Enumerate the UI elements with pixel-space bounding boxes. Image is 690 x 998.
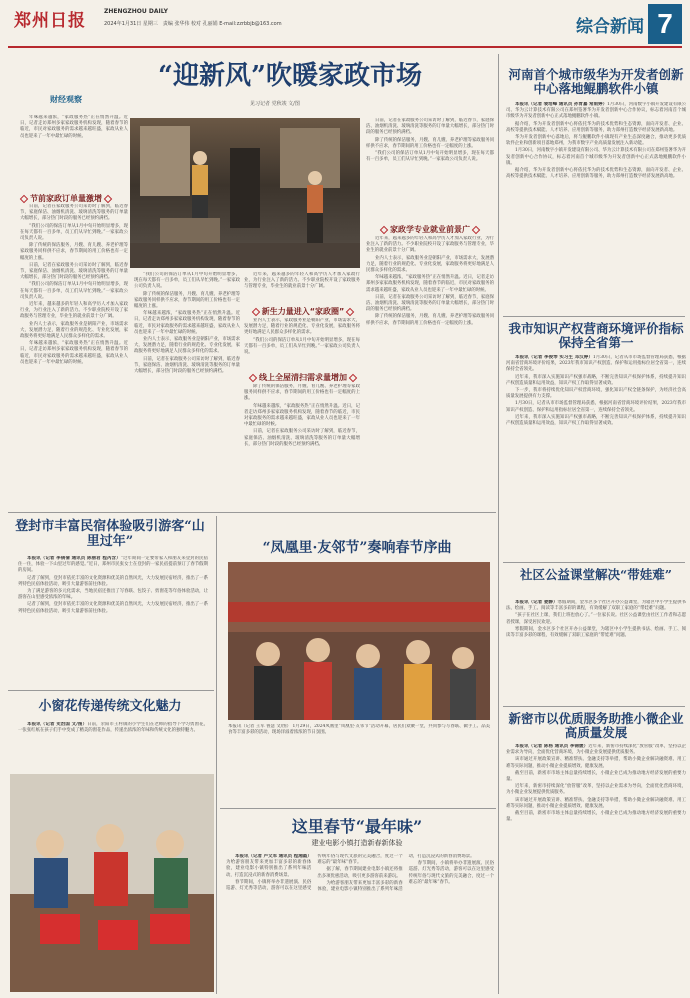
column-divider-right: [498, 54, 499, 994]
community-crowd-illustration: [228, 562, 490, 720]
right-mid-headline: 我市知识产权营商环境评价指标保持全省第一: [508, 321, 684, 351]
main-subhead-2: 家政学专业就业前景广: [364, 224, 496, 235]
main-col-3c: 除了传统的保洁服务，月嫂、育儿嫂、养老护理等家政服务同样供不应求，春节期间的用工价格也有一定幅度的上涨。 年味越来越浓，“家政服务热”正在悄然升温。近日，记者走访郑州多家家政服务机构发现，随着春节的临近，市民对家政服务的需求越来越旺盛，家政从业人员也迎来了一年中最忙碌的时候。 日前，记者在家政服务公司采访时了解到，临近春节，家庭保洁、油烟机清洗、玻璃清洗等服务的订单量大幅增长，部分热门时段的服务已经预约满档。: [244, 384, 360, 447]
right-mid-body: 本报讯（记者 李俊琴 实习生 邓汉婷）1月30日，记者从市市场监督管理局获悉，根据河南省营商环境评价结果，2023年我市知识产权创造、保护和运用指标位居全省第一，连续保持全省领先。 近年来，我市深入实施知识产权强市战略，不断完善知识产权保护体系，持续提升知识产权创造质量和运用效益，知识产权工作取得显著成效。 下一步，我市将持续优化知识产权营商环境，强化知识产权全链条保护，为经济社会高质量发展提供有力支撑。 1月30日，记者从市市场监督管理局获悉，根据河南省营商环境评价结果，2023年我市知识产权创造、保护和运用指标位居全省第一，连续保持全省领先。 近年来，我市深入实施知识产权强市战略，不断完善知识产权保护体系，持续提升知识产权创造质量和运用效益，知识产权工作取得显著成效。: [506, 355, 686, 427]
left-mid-body: 本报讯（记者 李倩倩 通讯员 陈丽君 程芮含）“过年期间一定要带家人和朋友来登封的民宿住一住，体验一下山里过年的感觉。”近日，郑州市民张女士在登封的一家民宿提前预订了春节假期的房间。 记者了解到，登封市依托丰富的文化资源和优美的自然风光，大力发展民宿经济，推出了一系列特色民宿体验活动，吸引大量游客前往体验。 为了满足游客的多元化需求，当地民宿还推出了写春联、包饺子、剪窗花等年俗体验活动，让游客在山里感受浓浓的年味。 记者了解到，登封市依托丰富的文化资源和优美的自然风光，大力发展民宿经济，推出了一系列特色民宿体验活动，吸引大量游客前往体验。: [18, 556, 208, 614]
right-divider-2: [503, 562, 685, 563]
right-top-body: 本报讯（记者 裴培峰 通讯员 孙青嘉 常雨婷）1月30日，河南数字小镇开发建设有限公司、华为云计算技术有限公司在郑州签署华为开发者创新中心合作协议，标志着河南首个城市级华为开发者创新中心正式落地鲲鹏软件小镇。 据介绍，华为开发者创新中心将依托华为的技术优势和生态资源，面向开发者、企业、高校等提供技术赋能、人才培养、应用创新等服务，助力郑州打造数字经济发展新高地。 华为开发者创新中心落地后，将与鲲鹏软件小镇现有产业生态深度融合，推动更多优质软件企业和创新项目落地郑州，为我市数字产业高质量发展注入新动能。 1月30日，河南数字小镇开发建设有限公司、华为云计算技术有限公司在郑州签署华为开发者创新中心合作协议，标志着河南首个城市级华为开发者创新中心正式落地鲲鹏软件小镇。 据介绍，华为开发者创新中心将依托华为的技术优势和生态资源，面向开发者、企业、高校等提供技术赋能、人才培养、应用创新等服务，助力郑州打造数字经济发展新高地。: [506, 102, 686, 180]
right-bottom-headline: 新密市以优质服务助推小微企业高质量发展: [508, 711, 684, 741]
masthead: [8, 4, 682, 48]
main-subhead-3: 新生力量进入“家政圈”: [244, 306, 362, 317]
main-col-3a: 近年来，越来越多的年轻人和高学历人才加入家政行业，为行业注入了新的活力。不少职业院校开设了家政服务与管理专业，毕业生的就业前景十分广阔。: [244, 272, 360, 290]
main-headline: “迎新风”吹暖家政市场: [158, 61, 422, 91]
newspaper-english-name: ZHENGZHOU DAILY: [104, 8, 168, 15]
main-col-4b: 近年来，越来越多的年轻人和高学历人才加入家政行业，为行业注入了新的活力。不少职业院校开设了家政服务与管理专业，毕业生的就业前景十分广阔。 业内人士表示，家政服务业是朝阳产业，市场需求大，发展潜力足，随着行业的规范化、专业化发展，家政服务将更好地满足人民群众多样化的需求。 年味越来越浓，“家政服务热”正在悄然升温。近日，记者走访郑州多家家政服务机构发现，随着春节的临近，市民对家政服务的需求越来越旺盛，家政从业人员也迎来了一年中最忙碌的时候。 日前，记者在家政服务公司采访时了解到，临近春节，家庭保洁、油烟机清洗、玻璃清洗等服务的订单量大幅增长，部分热门时段的服务已经预约满档。 除了传统的保洁服务，月嫂、育儿嫂、养老护理等家政服务同样供不应求，春节期间的用工价格也有一定幅度的上涨。: [366, 236, 494, 326]
main-subhead-1: 节前家政订单量激增: [0, 193, 132, 204]
main-col-3b: 业内人士表示，家政服务业是朝阳产业，市场需求大，发展潜力足，随着行业的规范化、专业化发展，家政服务将更好地满足人民群众多样化的需求。 “我们公司的保洁订单从1月中旬开始明显增多，现在每天都有一百多单，员工们从早忙到晚。”一家家政公司负责人说。: [244, 318, 360, 356]
main-col-4a: 日前，记者在家政服务公司采访时了解到，临近春节，家庭保洁、油烟机清洗、玻璃清洗等服务的订单量大幅增长，部分热门时段的服务已经预约满档。 除了传统的保洁服务，月嫂、育儿嫂、养老护理等家政服务同样供不应求，春节期间的用工价格也有一定幅度的上涨。 “我们公司的保洁订单从1月中旬开始明显增多，现在每天都有一百多单，员工们从早忙到晚。”一家家政公司负责人说。: [366, 118, 494, 163]
main-byline: 见习记者 党秋竣 文/图: [250, 101, 300, 107]
right-top-headline: 河南首个城市级华为开发者创新中心落地鲲鹏软件小镇: [508, 67, 684, 97]
main-photo: [130, 118, 360, 268]
right-divider-1: [503, 316, 685, 317]
middle-lower-headline: “凤凰里·友邻节”奏响春节序曲: [262, 540, 452, 556]
cleaning-scene-illustration: [130, 118, 360, 268]
paper-cutting-photo: [10, 774, 214, 992]
left-divider: [8, 690, 214, 691]
bottom-center-headline: 这里春节“最年味”: [291, 817, 423, 836]
main-col-1a: 年味越来越浓，“家政服务热”正在悄然升温。近日，记者走访郑州多家家政服务机构发现，随着春节的临近，市民对家政服务的需求越来越旺盛，家政从业人员也迎来了一年中最忙碌的时候。: [20, 115, 128, 139]
left-column-divider: [216, 516, 217, 994]
main-kicker: 财经观察: [50, 95, 82, 104]
main-col-1b: 日前，记者在家政服务公司采访时了解到，临近春节，家庭保洁、油烟机清洗、玻璃清洗等服务的订单量大幅增长，部分热门时段的服务已经预约满档。 “我们公司的保洁订单从1月中旬开始明显增多，现在每天都有一百多单，员工们从早忙到晚。”一家家政公司负责人说。 除了传统的保洁服务，月嫂、育儿嫂、养老护理等家政服务同样供不应求，春节期间的用工价格也有一定幅度的上涨。 日前，记者在家政服务公司采访时了解到，临近春节，家庭保洁、油烟机清洗、玻璃清洗等服务的订单量大幅增长，部分热门时段的服务已经预约满档。 “我们公司的保洁订单从1月中旬开始明显增多，现在每天都有一百多单，员工们从早忙到晚。”一家家政公司负责人说。 近年来，越来越多的年轻人和高学历人才加入家政行业，为行业注入了新的活力。不少职业院校开设了家政服务与管理专业，毕业生的就业前景十分广阔。 业内人士表示，家政服务业是朝阳产业，市场需求大，发展潜力足，随着行业的规范化、专业化发展，家政服务将更好地满足人民群众多样化的需求。 年味越来越浓，“家政服务热”正在悄然升温。近日，记者走访郑州多家家政服务机构发现，随着春节的临近，市民对家政服务的需求越来越旺盛，家政从业人员也迎来了一年中最忙碌的时候。: [20, 204, 128, 365]
main-col-2: “我们公司的保洁订单从1月中旬开始明显增多，现在每天都有一百多单，员工们从早忙到晚。”一家家政公司负责人说。 除了传统的保洁服务，月嫂、育儿嫂、养老护理等家政服务同样供不应求，春节期间的用工价格也有一定幅度的上涨。 年味越来越浓，“家政服务热”正在悄然升温。近日，记者走访郑州多家家政服务机构发现，随着春节的临近，市民对家政服务的需求越来越旺盛，家政从业人员也迎来了一年中最忙碌的时候。 业内人士表示，家政服务业是朝阳产业，市场需求大，发展潜力足，随着行业的规范化、专业化发展，家政服务将更好地满足人民群众多样化的需求。 日前，记者在家政服务公司采访时了解到，临近春节，家庭保洁、油烟机清洗、玻璃清洗等服务的订单量大幅增长，部分热门时段的服务已经预约满档。: [134, 272, 240, 375]
section-title: 综合新闻: [576, 17, 644, 37]
left-lower-headline: 小窗花传递传统文化魅力: [38, 699, 182, 714]
right-lower-body: 本报讯（记者 姜静）寒假期间，金水区多个社区开办公益课堂，为辖区中小学生提供书法、绘画、手工、阅读等丰富多彩的课程，有效缓解了双职工家庭的“带娃难”问题。 “孩子在社区上课，我们上班也放心了。”一位家长说。社区公益课堂由社区工作者和志愿者授课，深受居民欢迎。 寒假期间，金水区多个社区开办公益课堂，为辖区中小学生提供书法、绘画、手工、阅读等丰富多彩的课程，有效缓解了双职工家庭的“带娃难”问题。: [506, 600, 686, 639]
newspaper-logo: 郑州日报: [14, 11, 86, 31]
main-bottom-divider: [8, 512, 496, 513]
children-paper-cutting-illustration: [10, 774, 214, 992]
main-subhead-4: 线上全屋清扫需求量增加: [244, 372, 362, 383]
left-lower-body: 本报讯（记者 史治国 文/图）日前，荥阳市王村镇的小学生们在老师的指导下学习剪窗花，一张张红纸在孩子们手中变成了精美的窗花作品，传递出浓浓的年味和传统文化的独特魅力。: [18, 722, 208, 734]
right-divider-3: [503, 706, 685, 707]
community-event-photo: [228, 562, 490, 720]
left-mid-headline: 登封市丰富民宿体验吸引游客“山里过年”: [15, 519, 205, 549]
right-lower-headline: 社区公益课堂解决“带娃难”: [520, 567, 672, 582]
bottom-center-body: 本报讯（记者 卢文军 通讯员 程湘霞）为给游客朋友带来更加丰富多彩的新春体验，建业电影小镇特别推出了系列年味活动，打造沉浸式的新春消费场景。 春节期间，小镇将举办非遗展演、民俗巡游、灯光秀等活动，游客可以在这里感受传统年俗与现代文旅的完美融合，度过一个难忘的“最年味”春节。 据了解，春节期间建业电影小镇还将推出多项优惠活动，吸引更多游客前来游玩。 为给游客朋友带来更加丰富多彩的新春体验，建业电影小镇特别推出了系列年味活动，打造沉浸式的新春消费场景。 春节期间，小镇将举办非遗展演、民俗巡游、灯光秀等活动，游客可以在这里感受传统年俗与现代文旅的完美融合，度过一个难忘的“最年味”春节。: [226, 854, 494, 893]
right-bottom-body: 本报讯（记者 陈杨 通讯员 李锦媛）近年来，新密市持续深化“放管服”改革，坚持以企业需求为导向，全面优化营商环境，为小微企业发展提供优质服务。 该市通过开展政策宣讲、精准帮扶、金融支持等举措，帮助小微企业解决融资难、用工难等实际问题，推动小微企业提质增效、健康发展。 截至目前，新密市市场主体总量持续增长，小微企业已成为推动地方经济发展的重要力量。 近年来，新密市持续深化“放管服”改革，坚持以企业需求为导向，全面优化营商环境，为小微企业发展提供优质服务。 该市通过开展政策宣讲、精准帮扶、金融支持等举措，帮助小微企业解决融资难、用工难等实际问题，推动小微企业提质增效、健康发展。 截至目前，新密市市场主体总量持续增长，小微企业已成为推动地方经济发展的重要力量。: [506, 744, 686, 823]
middle-divider: [220, 808, 496, 809]
middle-lower-caption: 本报讯（记者 王军 鲁慧 文/图） 1月29日，2024凤凰里“凤凰里·友邻节”活动开幕，居民们欢聚一堂，共同参与写春联、做手工、品美食等丰富多彩的活动，现场洋溢着浓浓的节日氛围。: [228, 724, 490, 736]
bottom-center-subheadline: 建业电影小镇打造新春新体验: [311, 839, 403, 847]
page-number: 7: [648, 4, 682, 44]
issue-meta: 2024年1月31日 星期三 责编 张华伟 校对 孔丽娟 E-mail:zzrbbjb@163.com: [104, 21, 282, 27]
